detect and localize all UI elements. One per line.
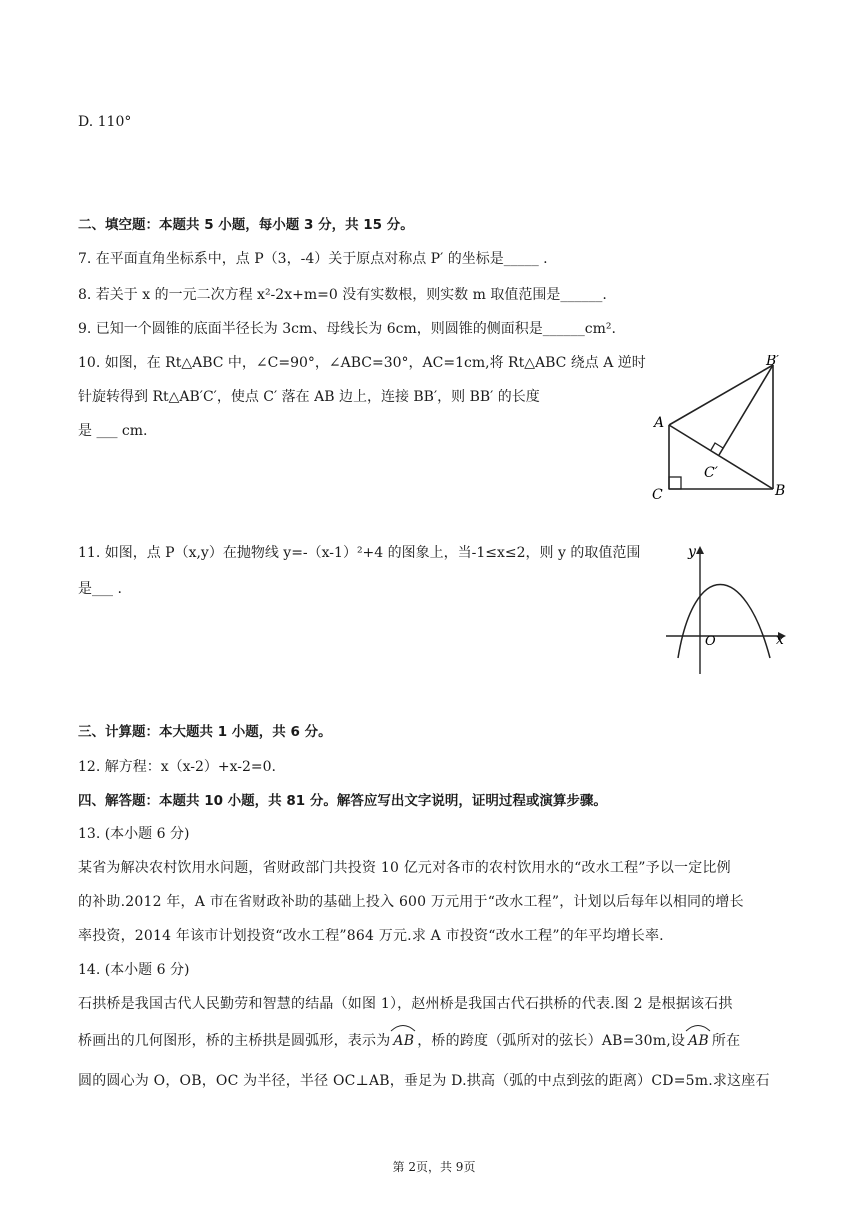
question-8: 8. 若关于 x 的一元二次方程 x²-2x+m=0 没有实数根，则实数 m 取值范围是______. bbox=[78, 287, 607, 303]
question-14-line-2-part-a: 桥画出的几何图形，桥的主桥拱是圆弧形，表示为 bbox=[78, 1033, 391, 1049]
question-14-line-2-part-c: 所在 bbox=[711, 1033, 741, 1049]
arc-ab-symbol-2: AB bbox=[685, 1031, 712, 1051]
label-a: A bbox=[654, 415, 665, 431]
question-7: 7. 在平面直角坐标系中，点 P（3，-4）关于原点对称点 P′ 的坐标是_____ . bbox=[78, 251, 548, 267]
page-footer: 第 2页，共 9页 bbox=[392, 1160, 476, 1174]
option-d: D. 110° bbox=[78, 114, 132, 130]
question-11-line-2: 是___ . bbox=[78, 581, 122, 597]
question-13-line-3: 率投资，2014 年该市计划投资“改水工程”864 万元.求 A 市投资“改水工程”的年平均增长率. bbox=[78, 928, 664, 944]
question-13-heading: 13. (本小题 6 分) bbox=[78, 826, 190, 842]
question-14-line-3: 圆的圆心为 O，OB，OC 为半径，半径 OC⊥AB，垂足为 D.拱高（弧的中点到弦的距离）CD=5m.求这座石 bbox=[78, 1073, 770, 1089]
axis-label-x: x bbox=[776, 632, 784, 648]
question-13-line-2: 的补助.2012 年，A 市在省财政补助的基础上投入 600 万元用于“改水工程”，计划以后每年以相同的增长 bbox=[78, 894, 744, 910]
question-11-line-1: 11. 如图，点 P（x,y）在抛物线 y=-（x-1）²+4 的图象上，当-1≤x≤2，则 y 的取值范围 bbox=[78, 545, 641, 561]
label-c-prime: C′ bbox=[704, 465, 718, 481]
question-10-line-2: 针旋转得到 Rt△AB′C′，使点 C′ 落在 AB 边上，连接 BB′，则 BB′ 的长度 bbox=[78, 389, 540, 405]
arc-ab-symbol: AB bbox=[390, 1031, 417, 1051]
section-3-title: 三、计算题：本大题共 1 小题，共 6 分。 bbox=[78, 724, 332, 740]
label-b-prime: B′ bbox=[766, 355, 780, 369]
question-9: 9. 已知一个圆锥的底面半径长为 3cm、母线长为 6cm，则圆锥的侧面积是______cm². bbox=[78, 321, 616, 337]
question-14-line-1: 石拱桥是我国古代人民勤劳和智慧的结晶（如图 1），赵州桥是我国古代石拱桥的代表.图 2 是根据该石拱 bbox=[78, 996, 733, 1012]
label-c: C bbox=[652, 487, 663, 503]
question-12: 12. 解方程：x（x-2）+x-2=0. bbox=[78, 759, 277, 775]
question-10-line-3: 是 ___ cm. bbox=[78, 423, 148, 439]
figure-parabola bbox=[660, 540, 790, 680]
question-10-line-1: 10. 如图，在 Rt△ABC 中，∠C=90°，∠ABC=30°，AC=1cm,将 Rt△ABC 绕点 A 逆时 bbox=[78, 355, 646, 371]
axis-label-y: y bbox=[688, 544, 696, 560]
origin-label: O bbox=[705, 634, 716, 649]
figure-triangle-rotation bbox=[648, 355, 788, 505]
section-4-title: 四、解答题：本题共 10 小题，共 81 分。解答应写出文字说明，证明过程或演算步骤。 bbox=[78, 793, 607, 809]
question-14-line-2 bbox=[78, 1031, 740, 1051]
question-14-heading: 14. (本小题 6 分) bbox=[78, 962, 190, 978]
question-13-line-1: 某省为解决农村饮用水问题，省财政部门共投资 10 亿元对各市的农村饮用水的“改水工程”予以一定比例 bbox=[78, 860, 731, 876]
label-b: B bbox=[775, 483, 786, 499]
question-14-line-2-part-b: ，桥的跨度（弧所对的弦长）AB=30m,设 bbox=[417, 1033, 686, 1049]
section-2-title: 二、填空题：本题共 5 小题，每小题 3 分，共 15 分。 bbox=[78, 217, 414, 233]
